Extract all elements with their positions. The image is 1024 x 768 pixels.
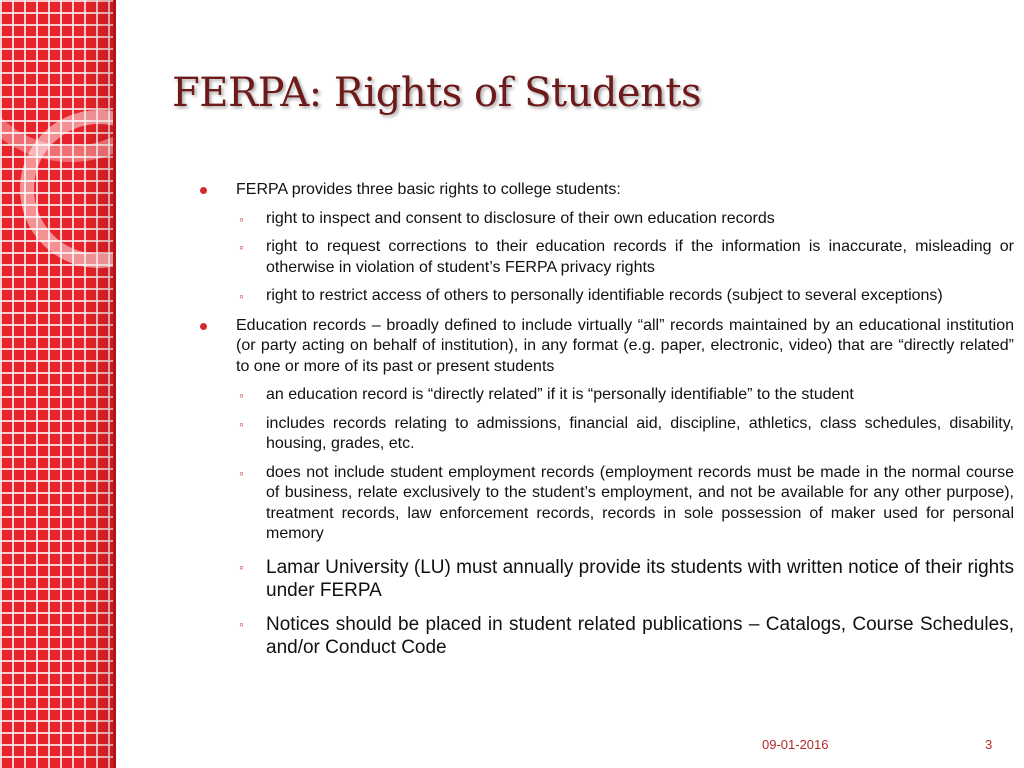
sub-bullet-text: right to request corrections to their education records if the information is inaccurate, misleading or otherwise in violation of student’s FERPA privacy rights (266, 238, 1014, 276)
sub-bullet (200, 385, 1014, 406)
sub-bullet-text: does not include student employment records (employment records must be made in the normal course of business, relate exclusively to the student’s employment, and not be available for any other purpose), treatment records, law enforcement records, records in sole possession of maker used for personal memory (266, 463, 1014, 542)
sub-bullet-text: includes records relating to admissions, financial aid, discipline, athletics, class schedules, disability, housing, grades, etc. (266, 414, 1014, 452)
sub-bullet-list (236, 385, 1014, 659)
sub-bullet-marker: ◦ (239, 239, 244, 255)
bullet-rights (200, 180, 1014, 307)
sub-bullet-marker: ◦ (239, 464, 244, 481)
sub-bullet-text: Lamar University (LU) must annually provide its students with written notice of their rights under FERPA (266, 556, 1014, 601)
sub-bullet-marker: ◦ (239, 615, 244, 632)
slide-content (200, 180, 1014, 668)
sub-bullet-text: an education record is “directly related” if it is “personally identifiable” to the student (266, 386, 854, 403)
sub-bullet-marker: ◦ (239, 210, 244, 227)
bullet-text: FERPA provides three basic rights to college students: (236, 181, 621, 198)
sub-bullet-text: Notices should be placed in student related publications – Catalogs, Course Schedules, and/or Conduct Code (266, 613, 1014, 658)
sub-bullet (200, 414, 1014, 455)
sub-bullet-marker: ◦ (239, 387, 244, 403)
sub-bullet-list (236, 209, 1014, 307)
slide-number: 3 (985, 737, 993, 752)
sub-bullet-marker: ◦ (239, 288, 244, 304)
bullet-list (200, 180, 1014, 659)
bullet-dot (200, 323, 207, 330)
sub-bullet (200, 237, 1014, 278)
sub-bullet (200, 209, 1014, 230)
bullet-text: Education records – broadly defined to include virtually “all” records maintained by an educational institution (or party acting on behalf of institution), in any format (e.g. paper, electronic, video) that are “directly related” to one or more of its past or present students (236, 316, 1014, 375)
slide-title: FERPA: Rights of Students (172, 70, 701, 116)
sidebar-edge (113, 0, 116, 768)
sub-bullet-text: right to inspect and consent to disclosure of their own education records (266, 209, 775, 227)
sub-bullet (200, 556, 1014, 602)
bullet-dot (200, 187, 207, 194)
sub-bullet-text: right to restrict access of others to personally identifiable records (subject to several exceptions) (266, 287, 943, 304)
sub-bullet (200, 286, 1014, 307)
sub-bullet (200, 463, 1014, 545)
sub-bullet-marker: ◦ (239, 415, 244, 432)
decorative-sidebar (0, 0, 113, 768)
sub-bullet-marker: ◦ (239, 558, 244, 575)
bullet-education-records (200, 316, 1014, 659)
sub-bullet (200, 613, 1014, 659)
footer-date: 09-01-2016 (762, 737, 829, 752)
